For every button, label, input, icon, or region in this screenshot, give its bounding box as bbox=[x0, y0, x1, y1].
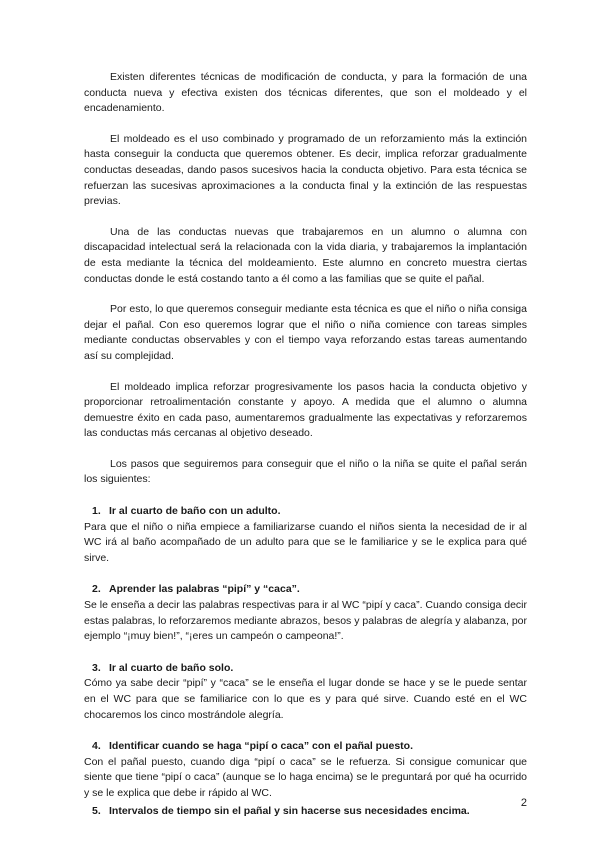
step-1-body: Para que el niño o niña empiece a familiarizarse cuando el niños sienta la necesidad de ir al WC irá al baño acompañado de un adulto para que se le familiarice y se le explica para qué sirve. bbox=[84, 520, 527, 564]
step-title: Aprender las palabras “pipí” y “caca”. bbox=[109, 583, 300, 596]
paragraph-progressive-reinforcement: El moldeado implica reforzar progresivamente los pasos hacia la conducta objetivo y proporcionar retroalimentación constante y apoyo. A medida que el alumno o alumna demuestre éxito en cada paso, aumentaremos gradualmente las expectativas y reforzaremos las conductas más cercanas al objetivo deseado. bbox=[84, 380, 527, 440]
step-4-heading bbox=[84, 739, 527, 755]
step-title: Ir al cuarto de baño solo. bbox=[109, 661, 234, 674]
step-number: 2. bbox=[92, 583, 101, 596]
step-number: 4. bbox=[92, 740, 101, 753]
paragraph-steps-intro: Los pasos que seguiremos para conseguir que el niño o la niña se quite el pañal serán los siguientes: bbox=[84, 457, 527, 486]
step-1-heading bbox=[84, 504, 527, 520]
paragraph-intro: Existen diferentes técnicas de modificación de conducta, y para la formación de una conducta nueva y efectiva existen dos técnicas diferentes, que son el moldeado y el encadenamiento. bbox=[84, 71, 527, 115]
step-2-body: Se le enseña a decir las palabras respectivas para ir al WC “pipí y caca”. Cuando consiga decir estas palabras, lo reforzaremos mediante abrazos, besos y palabras de alegría y alabanza, por ejemplo “¡muy bien!”, “¡eres un campeón o campeona!”. bbox=[84, 599, 527, 643]
step-number: 5. bbox=[92, 804, 101, 817]
paragraph-moldeado-definition: El moldeado es el uso combinado y programado de un reforzamiento más la extinción hasta conseguir la conducta que queremos obtener. Es decir, implica reforzar gradualmente conductas deseadas, dando pasos sucesivos hacia la conducta objetivo. Para esta técnica se refuerzan las sucesivas aproximaciones a la conducta final y la extinción de las respuestas previas. bbox=[84, 132, 527, 208]
step-number: 3. bbox=[92, 661, 101, 674]
paragraph-goal: Por esto, lo que queremos conseguir mediante esta técnica es que el niño o niña consiga dejar el pañal. Con eso queremos lograr que el niño o niña comience con tareas simples mediante conductas observables y con el tiempo vaya reforzando estas tareas aumentando así su complejidad. bbox=[84, 303, 527, 362]
page-number: 2 bbox=[520, 797, 527, 809]
step-title: Identificar cuando se haga “pipí o caca” con el pañal puesto. bbox=[109, 740, 413, 753]
step-title: Intervalos de tiempo sin el pañal y sin hacerse sus necesidades encima. bbox=[109, 804, 470, 817]
step-4-body: Con el pañal puesto, cuando diga “pipí o caca” se le refuerza. Si consigue comunicar que siente que tiene “pipí o caca” (aunque se lo haga encima) se le preguntará por qué ha ocurrido y se le explica que debe ir rápido al WC. bbox=[84, 755, 527, 799]
paragraph-new-behaviour: Una de las conductas nuevas que trabajaremos en un alumno o alumna con discapacidad intelectual será la relacionada con la vida diaria, y trabajaremos la implantación de esta mediante la técnica del moldeamiento. Este alumno en concreto muestra ciertas conductas donde le está costando tanto a él como a las familias que se quite el pañal. bbox=[84, 225, 527, 285]
step-5-heading bbox=[84, 804, 527, 820]
step-3-body: Cómo ya sabe decir “pipí” y “caca” se le enseña el lugar donde se hace y se le puede sentar en el WC para que se familiarice con lo que es y para qué sirve. Cuando esté en el WC chocaremos los cinco mostrándole alegría. bbox=[84, 677, 527, 721]
step-2-heading bbox=[84, 582, 527, 598]
step-3-heading bbox=[84, 661, 527, 677]
step-number: 1. bbox=[92, 505, 101, 518]
step-title: Ir al cuarto de baño con un adulto. bbox=[109, 505, 281, 518]
